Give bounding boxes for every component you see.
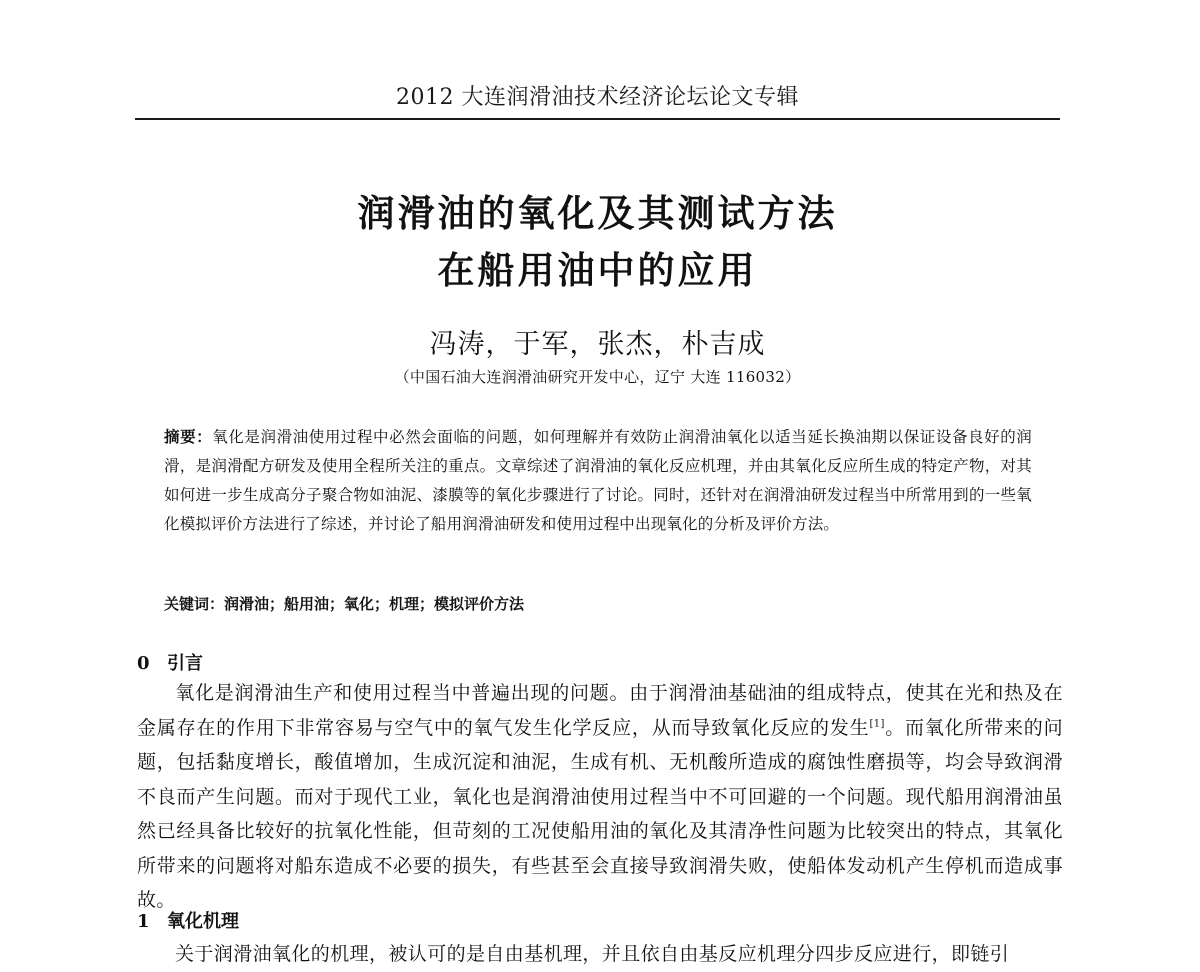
- section-number: 1: [137, 911, 150, 932]
- section-title: 氧化机理: [167, 911, 239, 932]
- abstract-label: 摘要：: [164, 428, 213, 446]
- section-heading-intro: [137, 649, 203, 675]
- affiliation: （中国石油大连润滑油研究开发中心，辽宁 大连 116032）: [394, 368, 801, 386]
- authors: 冯涛，于军，张杰，朴吉成: [429, 329, 766, 360]
- citation-ref: [1]: [869, 718, 885, 730]
- mechanism-paragraph: [137, 937, 1063, 972]
- mechanism-text: 关于润滑油氧化的机理，被认可的是自由基机理，并且依自由基反应机理分四步反应进行，即链引: [175, 943, 1010, 965]
- keywords-label: 关键词：: [164, 595, 225, 613]
- section-number: 0: [137, 653, 150, 674]
- intro-paragraph: [137, 676, 1063, 918]
- keywords-text: 润滑油；船用油；氧化；机理；模拟评价方法: [224, 595, 525, 613]
- abstract-text: 氧化是润滑油使用过程中必然会面临的问题，如何理解并有效防止润滑油氧化以适当延长换油期以保证设备良好的润滑，是润滑配方研发及使用全程所关注的重点。文章综述了润滑油的氧化反应机理，并由其氧化反应所生成的特定产物，对其如何进一步生成高分子聚合物如油泥、漆膜等的氧化步骤进行了讨论。同时，还针对在润滑油研发过程当中所常用到的一些氧化模拟评价方法进行了综述，并讨论了船用润滑油研发和使用过程中出现氧化的分析及评价方法。: [164, 428, 1032, 533]
- section-heading-mechanism: [137, 907, 239, 933]
- header-rule: [135, 118, 1060, 120]
- intro-text-part1: 氧化是润滑油生产和使用过程当中普遍出现的问题。由于润滑油基础油的组成特点，使其在光和热及在金属存在的作用下非常容易与空气中的氧气发生化学反应，从而导致氧化反应的发生: [137, 682, 1063, 739]
- paper-title-line-2: 在船用油中的应用: [437, 249, 758, 292]
- journal-header: 2012 大连润滑油技术经济论坛论文专辑: [396, 85, 799, 110]
- intro-text-part2: 。而氧化所带来的问题，包括黏度增长，酸值增加，生成沉淀和油泥，生成有机、无机酸所造成的腐蚀性磨损等，均会导致润滑不良而产生问题。而对于现代工业，氧化也是润滑油使用过程当中不可回避的一个问题。现代船用润滑油虽然已经具备比较好的抗氧化性能，但苛刻的工况使船用油的氧化及其清净性问题为比较突出的特点，其氧化所带来的问题将对船东造成不必要的损失，有些甚至会直接导致润滑失败，使船体发动机产生停机而造成事故。: [137, 716, 1063, 911]
- keywords: [164, 593, 1032, 614]
- section-title: 引言: [167, 653, 203, 674]
- paper-title-line-1: 润滑油的氧化及其测试方法: [357, 192, 838, 235]
- abstract: [164, 423, 1032, 539]
